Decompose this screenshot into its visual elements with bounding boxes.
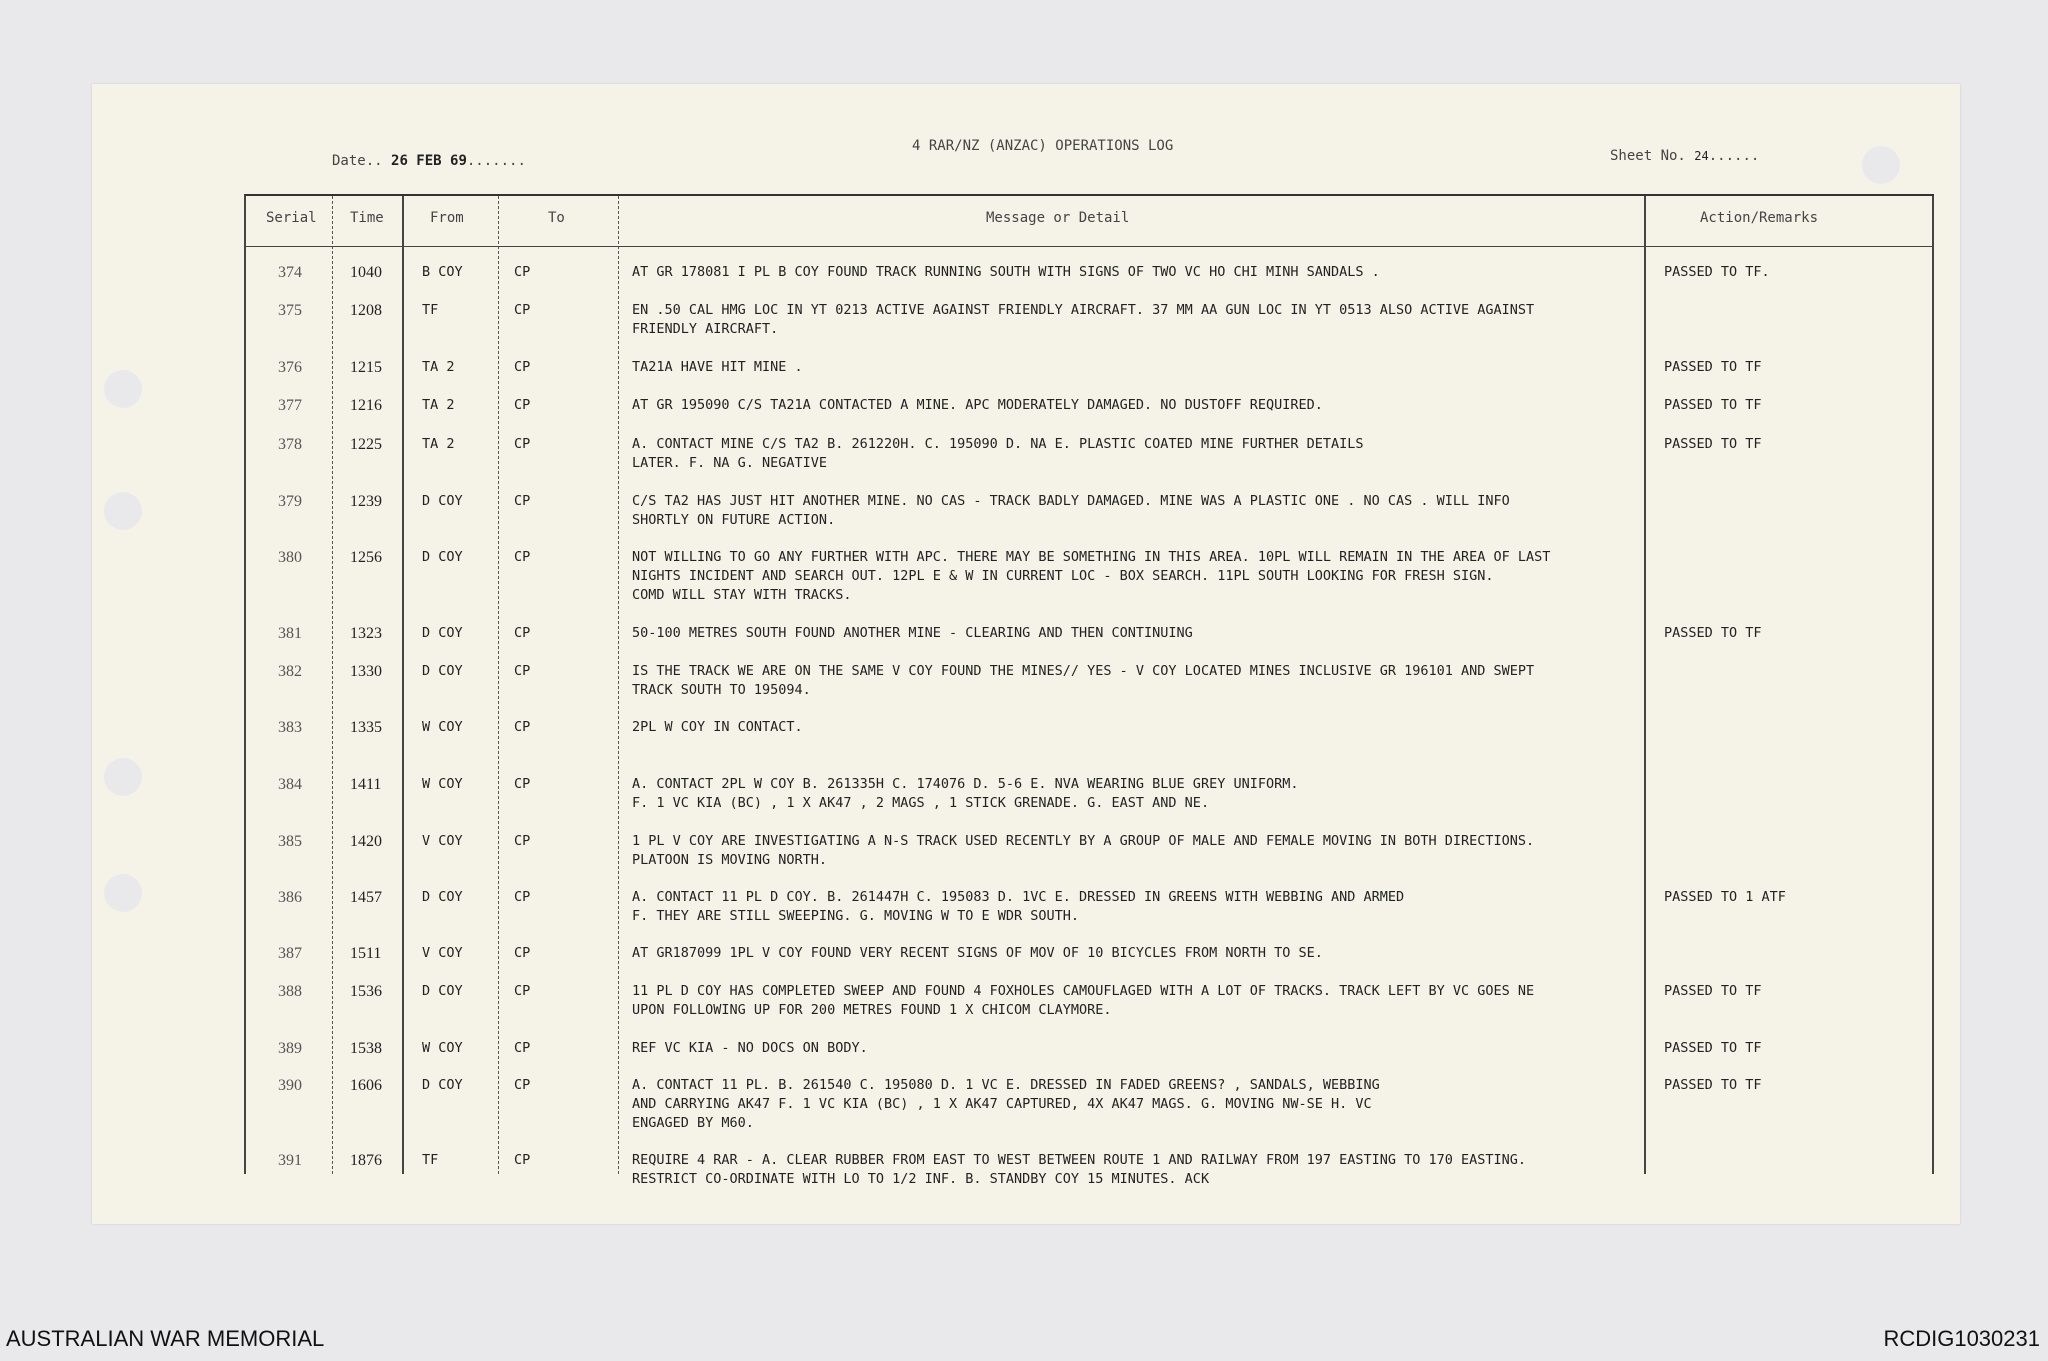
message-cell [632,396,1652,415]
to-cell: CP [514,833,531,849]
from-cell: TF [422,1152,439,1168]
footer-record-id: RCDIG1030231 [1883,1326,2040,1351]
from-cell: TA 2 [422,359,455,375]
time-cell: 1040 [350,264,382,281]
to-cell: CP [514,436,531,452]
punch-hole [104,492,142,530]
serial-cell: 381 [278,625,302,642]
to-cell: CP [514,1077,531,1093]
serial-cell: 389 [278,1040,302,1057]
column-header-time: Time [350,210,384,226]
message-line: LATER. F. NA G. NEGATIVE [632,455,828,471]
from-cell: D COY [422,625,463,641]
message-cell [632,944,1652,963]
time-cell: 1606 [350,1077,382,1094]
message-line: AT GR 178081 I PL B COY FOUND TRACK RUNNING SOUTH WITH SIGNS OF TWO VC HO CHI MINH SANDALS . [632,264,1380,280]
time-cell: 1215 [350,359,382,376]
time-cell: 1538 [350,1040,382,1057]
action-cell: PASSED TO TF [1664,1077,1762,1093]
serial-cell: 386 [278,889,302,906]
column-header-action: Action/Remarks [1700,210,1819,226]
from-cell: B COY [422,264,463,280]
time-cell: 1239 [350,493,382,510]
message-line: 50-100 METRES SOUTH FOUND ANOTHER MINE - CLEARING AND THEN CONTINUING [632,625,1193,641]
message-line: A. CONTACT 11 PL. B. 261540 C. 195080 D. 1 VC E. DRESSED IN FADED GREENS? , SANDALS, WEBBING [632,1077,1380,1093]
message-cell [632,301,1652,339]
message-line: C/S TA2 HAS JUST HIT ANOTHER MINE. NO CAS - TRACK BADLY DAMAGED. MINE WAS A PLASTIC ONE . NO CAS . WILL INFO [632,493,1510,509]
message-cell [632,662,1652,700]
message-cell [632,492,1652,530]
time-cell: 1323 [350,625,382,642]
message-cell [632,624,1652,643]
from-cell: W COY [422,719,463,735]
sheet-label: Sheet No. [1610,148,1686,164]
message-cell [632,832,1652,870]
from-cell: D COY [422,493,463,509]
time-cell: 1330 [350,663,382,680]
message-line: TRACK SOUTH TO 195094. [632,682,811,698]
message-cell [632,775,1652,813]
action-cell: PASSED TO 1 ATF [1664,889,1786,905]
message-line: REQUIRE 4 RAR - A. CLEAR RUBBER FROM EAST TO WEST BETWEEN ROUTE 1 AND RAILWAY FROM 197 EASTING TO 170 EASTING. [632,1152,1527,1168]
time-cell: 1876 [350,1152,382,1169]
time-cell: 1536 [350,983,382,1000]
serial-cell: 387 [278,945,302,962]
punch-hole [104,370,142,408]
message-cell [632,1039,1652,1058]
serial-cell: 376 [278,359,302,376]
message-line: 1 PL V COY ARE INVESTIGATING A N-S TRACK USED RECENTLY BY A GROUP OF MALE AND FEMALE MOVING IN BOTH DIRECTIONS. [632,833,1535,849]
from-cell: D COY [422,549,463,565]
to-cell: CP [514,549,531,565]
log-title: 4 RAR/NZ (ANZAC) OPERATIONS LOG [912,138,1174,154]
sheet-value: 24 [1694,149,1709,163]
to-cell: CP [514,359,531,375]
date-value: 26 FEB 69 [391,153,467,169]
footer-archive-name: AUSTRALIAN WAR MEMORIAL [6,1326,325,1351]
action-cell: PASSED TO TF [1664,625,1762,641]
to-cell: CP [514,1152,531,1168]
document-page [92,84,1960,1224]
message-line: UPON FOLLOWING UP FOR 200 METRES FOUND 1 X CHICOM CLAYMORE. [632,1002,1112,1018]
to-cell: CP [514,397,531,413]
to-cell: CP [514,625,531,641]
serial-cell: 383 [278,719,302,736]
message-cell [632,358,1652,377]
message-cell [632,263,1652,282]
punch-hole [104,874,142,912]
message-line: AT GR 195090 C/S TA21A CONTACTED A MINE. APC MODERATELY DAMAGED. NO DUSTOFF REQUIRED. [632,397,1323,413]
column-header-to: To [548,210,565,226]
action-cell: PASSED TO TF [1664,983,1762,999]
from-cell: D COY [422,889,463,905]
serial-cell: 378 [278,436,302,453]
to-cell: CP [514,264,531,280]
message-cell [632,1151,1652,1189]
message-line: TA21A HAVE HIT MINE . [632,359,803,375]
to-cell: CP [514,889,531,905]
from-cell: D COY [422,1077,463,1093]
serial-cell: 377 [278,397,302,414]
message-line: F. 1 VC KIA (BC) , 1 X AK47 , 2 MAGS , 1 STICK GRENADE. G. EAST AND NE. [632,795,1210,811]
column-header-serial: Serial [266,210,317,226]
column-header-from: From [430,210,464,226]
time-cell: 1335 [350,719,382,736]
action-cell: PASSED TO TF [1664,397,1762,413]
serial-cell: 380 [278,549,302,566]
message-cell [632,718,1652,737]
message-line: RESTRICT CO-ORDINATE WITH LO TO 1/2 INF. B. STANDBY COY 15 MINUTES. ACK [632,1171,1210,1187]
to-cell: CP [514,776,531,792]
message-cell [632,548,1652,605]
message-cell [632,888,1652,926]
from-cell: TF [422,302,439,318]
from-cell: V COY [422,945,463,961]
column-header-message: Message or Detail [986,210,1130,226]
from-cell: TA 2 [422,436,455,452]
from-cell: W COY [422,1040,463,1056]
message-line: AND CARRYING AK47 F. 1 VC KIA (BC) , 1 X AK47 CAPTURED, 4X AK47 MAGS. G. MOVING NW-SE H. VC [632,1096,1372,1112]
message-line: PLATOON IS MOVING NORTH. [632,852,828,868]
to-cell: CP [514,302,531,318]
from-cell: D COY [422,663,463,679]
message-line: ENGAGED BY M60. [632,1115,754,1131]
time-cell: 1216 [350,397,382,414]
to-cell: CP [514,663,531,679]
message-line: F. THEY ARE STILL SWEEPING. G. MOVING W TO E WDR SOUTH. [632,908,1080,924]
operations-log-table [244,194,1934,1187]
serial-cell: 390 [278,1077,302,1094]
action-cell: PASSED TO TF [1664,359,1762,375]
from-cell: TA 2 [422,397,455,413]
time-cell: 1420 [350,833,382,850]
message-line: NOT WILLING TO GO ANY FURTHER WITH APC. THERE MAY BE SOMETHING IN THIS AREA. 10PL WILL REMAIN IN THE AREA OF LAST [632,549,1551,565]
time-cell: 1411 [350,776,382,793]
time-cell: 1457 [350,889,382,906]
time-cell: 1225 [350,436,382,453]
message-cell [632,1076,1652,1133]
time-cell: 1208 [350,302,382,319]
serial-cell: 382 [278,663,302,680]
message-line: SHORTLY ON FUTURE ACTION. [632,512,836,528]
punch-hole [1862,146,1900,184]
message-line: COMD WILL STAY WITH TRACKS. [632,587,852,603]
message-cell [632,435,1652,473]
message-line: 2PL W COY IN CONTACT. [632,719,803,735]
serial-cell: 375 [278,302,302,319]
action-cell: PASSED TO TF. [1664,264,1770,280]
serial-cell: 385 [278,833,302,850]
to-cell: CP [514,719,531,735]
time-cell: 1511 [350,945,382,962]
message-cell [632,982,1652,1020]
message-line: 11 PL D COY HAS COMPLETED SWEEP AND FOUND 4 FOXHOLES CAMOUFLAGED WITH A LOT OF TRACKS. TRACK LEFT BY VC GOES NE [632,983,1535,999]
serial-cell: 384 [278,776,302,793]
from-cell: V COY [422,833,463,849]
message-line: A. CONTACT 2PL W COY B. 261335H C. 174076 D. 5-6 E. NVA WEARING BLUE GREY UNIFORM. [632,776,1299,792]
from-cell: W COY [422,776,463,792]
sheet-field: Sheet No. 24...... [1610,148,1760,164]
message-line: A. CONTACT 11 PL D COY. B. 261447H C. 195083 D. 1VC E. DRESSED IN GREENS WITH WEBBING AND ARMED [632,889,1405,905]
date-field: Date.. 26 FEB 69....... [332,153,526,169]
message-line: EN .50 CAL HMG LOC IN YT 0213 ACTIVE AGAINST FRIENDLY AIRCRAFT. 37 MM AA GUN LOC IN YT 0513 ALSO ACTIVE AGAINST [632,302,1535,318]
to-cell: CP [514,493,531,509]
from-cell: D COY [422,983,463,999]
message-line: REF VC KIA - NO DOCS ON BODY. [632,1040,868,1056]
punch-hole [104,758,142,796]
serial-cell: 379 [278,493,302,510]
to-cell: CP [514,945,531,961]
message-line: FRIENDLY AIRCRAFT. [632,321,779,337]
message-line: NIGHTS INCIDENT AND SEARCH OUT. 12PL E & W IN CURRENT LOC - BOX SEARCH. 11PL SOUTH LOOKING FOR FRESH SIGN. [632,568,1494,584]
message-line: AT GR187099 1PL V COY FOUND VERY RECENT SIGNS OF MOV OF 10 BICYCLES FROM NORTH TO SE. [632,945,1323,961]
date-label: Date [332,153,366,169]
serial-cell: 388 [278,983,302,1000]
to-cell: CP [514,983,531,999]
serial-cell: 391 [278,1152,302,1169]
time-cell: 1256 [350,549,382,566]
message-line: A. CONTACT MINE C/S TA2 B. 261220H. C. 195090 D. NA E. PLASTIC COATED MINE FURTHER DETAILS [632,436,1364,452]
message-line: IS THE TRACK WE ARE ON THE SAME V COY FOUND THE MINES// YES - V COY LOCATED MINES INCLUSIVE GR 196101 AND SWEPT [632,663,1535,679]
to-cell: CP [514,1040,531,1056]
action-cell: PASSED TO TF [1664,1040,1762,1056]
serial-cell: 374 [278,264,302,281]
action-cell: PASSED TO TF [1664,436,1762,452]
